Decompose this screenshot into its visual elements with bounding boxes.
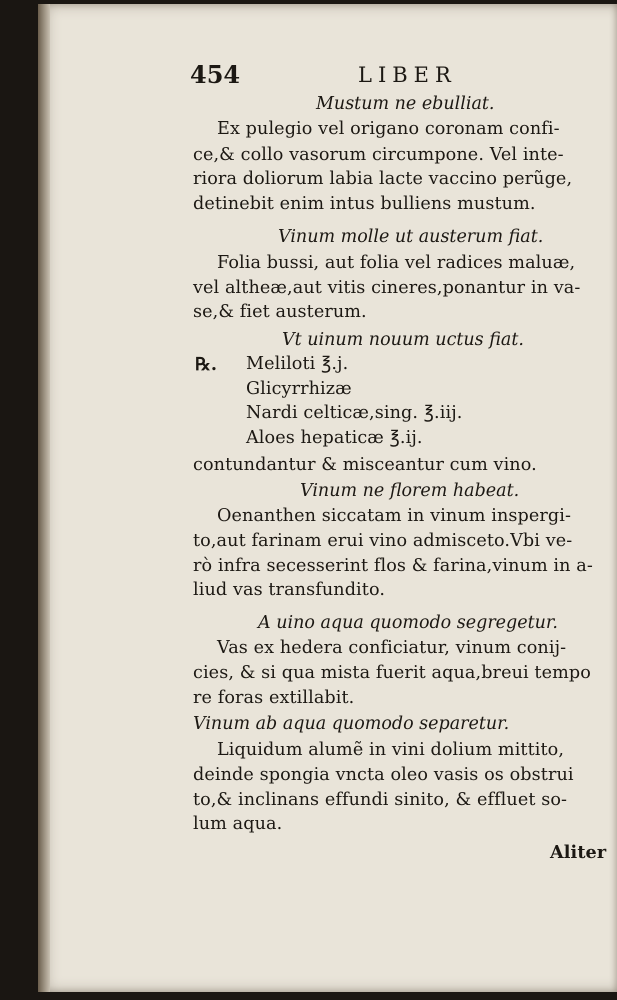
text-line: se,& fiet austerum.	[193, 302, 367, 322]
recipe-ingredient: Aloes hepaticæ ℥.ij.	[246, 428, 423, 448]
running-head: LIBER	[358, 63, 457, 87]
recipe-mark: ℞.	[195, 354, 218, 375]
page-gutter-shadow	[38, 4, 50, 992]
text-line: Folia bussi, aut folia vel radices maluæ,	[217, 253, 576, 273]
section-heading: Vinum ab aqua quomodo separetur.	[193, 714, 510, 734]
section-heading: Vt uinum nouum uctus fiat.	[282, 330, 524, 350]
recipe-ingredient: Glicyrrhizæ	[246, 379, 352, 399]
text-line: liud vas transfundito.	[193, 580, 386, 600]
text-line: Ex pulegio vel origano coronam confi-	[217, 119, 560, 139]
text-line: re foras extillabit.	[193, 688, 355, 708]
section-heading: Vinum molle ut austerum fiat.	[278, 227, 544, 247]
text-line: deinde spongia vncta oleo vasis os obstrui	[193, 765, 574, 785]
text-line: lum aqua.	[193, 814, 283, 834]
catchword: Aliter	[550, 842, 607, 863]
text-line: to,& inclinans effundi sinito, & effluet so-	[193, 790, 568, 810]
section-heading: Mustum ne ebulliat.	[316, 94, 495, 114]
recipe-ingredient: Nardi celticæ,sing. ℥.iij.	[246, 403, 463, 423]
text-line: detinebit enim intus bulliens mustum.	[193, 194, 536, 214]
text-line: to,aut farinam erui vino admisceto.Vbi ve-	[193, 531, 573, 551]
recipe-ingredient: Meliloti ℥.j.	[246, 354, 349, 374]
text-line: Vas ex hedera conficiatur, vinum conij-	[217, 638, 567, 658]
section-heading: A uino aqua quomodo segregetur.	[258, 613, 558, 633]
text-line: riora doliorum labia lacte vaccino perũge,	[193, 169, 573, 189]
text-line: cies, & si qua mista fuerit aqua,breui tempo	[193, 663, 591, 683]
text-line: contundantur & misceantur cum vino.	[193, 455, 537, 475]
text-line: rò infra secesserint flos & farina,vinum in a-	[193, 556, 593, 576]
section-heading: Vinum ne florem habeat.	[300, 481, 520, 501]
page-number: 454	[190, 60, 241, 89]
text-line: Liquidum alumẽ in vini dolium mittito,	[217, 740, 565, 760]
text-line: Oenanthen siccatam in vinum inspergi-	[217, 506, 572, 526]
text-line: vel altheæ,aut vitis cineres,ponantur in va-	[193, 278, 581, 298]
text-line: ce,& collo vasorum circumpone. Vel inte-	[193, 145, 564, 165]
